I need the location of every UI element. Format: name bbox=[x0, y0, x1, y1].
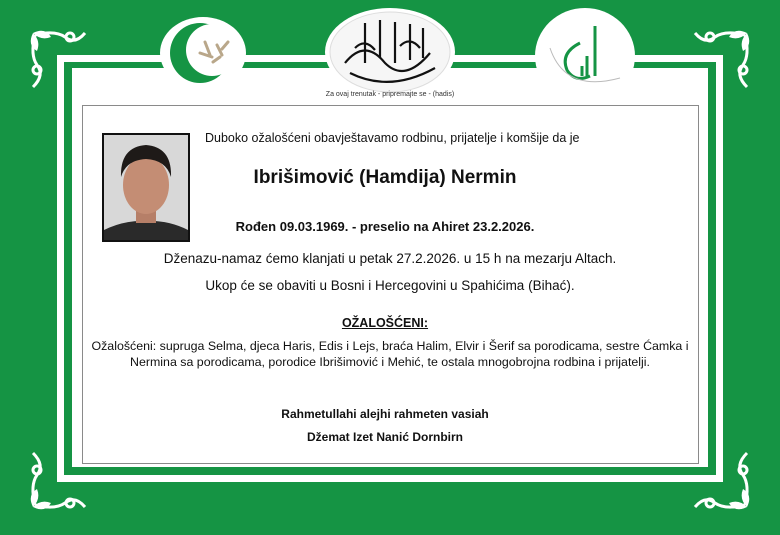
intro-text: Duboko ožalošćeni obavještavamo rodbinu, prijatelje i komšije da je bbox=[205, 131, 580, 145]
corner-ornament-icon bbox=[685, 25, 755, 95]
deceased-name: Ibrišimović (Hamdija) Nermin bbox=[253, 167, 517, 188]
funeral-prayer-text: Dženazu-namaz ćemo klanjati u petak 27.2.2026. u 15 h na mezarju Altach. bbox=[163, 251, 617, 266]
calligraphy-emblem bbox=[325, 8, 455, 96]
corner-ornament-icon bbox=[25, 25, 95, 95]
islamic-community-emblem bbox=[535, 8, 635, 104]
mourners-text: Ožalošćeni: supruga Selma, djeca Haris, Edis i Lejs, braća Halim, Elvir i Šerif sa porodicama, sestre Ćamka i Nermina sa porodicama, porodice Ibrišimović i Mehić, te ostala mnogobrojna rodbina i prijatelji. bbox=[91, 339, 689, 369]
crescent-star-icon bbox=[160, 17, 246, 89]
community-name: Džemat Izet Nanić Dornbirn bbox=[306, 430, 464, 444]
mourners-heading: OŽALOŠĆENI: bbox=[341, 316, 429, 330]
portrait-image bbox=[104, 135, 188, 240]
hadith-caption: Za ovaj trenutak - pripremajte se - (hadis) bbox=[325, 91, 455, 98]
burial-text: Ukop će se obaviti u Bosni i Hercegovini u Spahićima (Bihać). bbox=[205, 278, 575, 293]
arabic-calligraphy-icon bbox=[325, 8, 455, 96]
deceased-photo bbox=[102, 133, 190, 242]
islamic-community-logo-icon bbox=[535, 8, 635, 104]
dates-text: Rođen 09.03.1969. - preselio na Ahiret 23.2.2026. bbox=[235, 219, 535, 234]
crescent-emblem bbox=[160, 17, 246, 89]
prayer-text: Rahmetullahi alejhi rahmeten vasiah bbox=[281, 407, 489, 421]
